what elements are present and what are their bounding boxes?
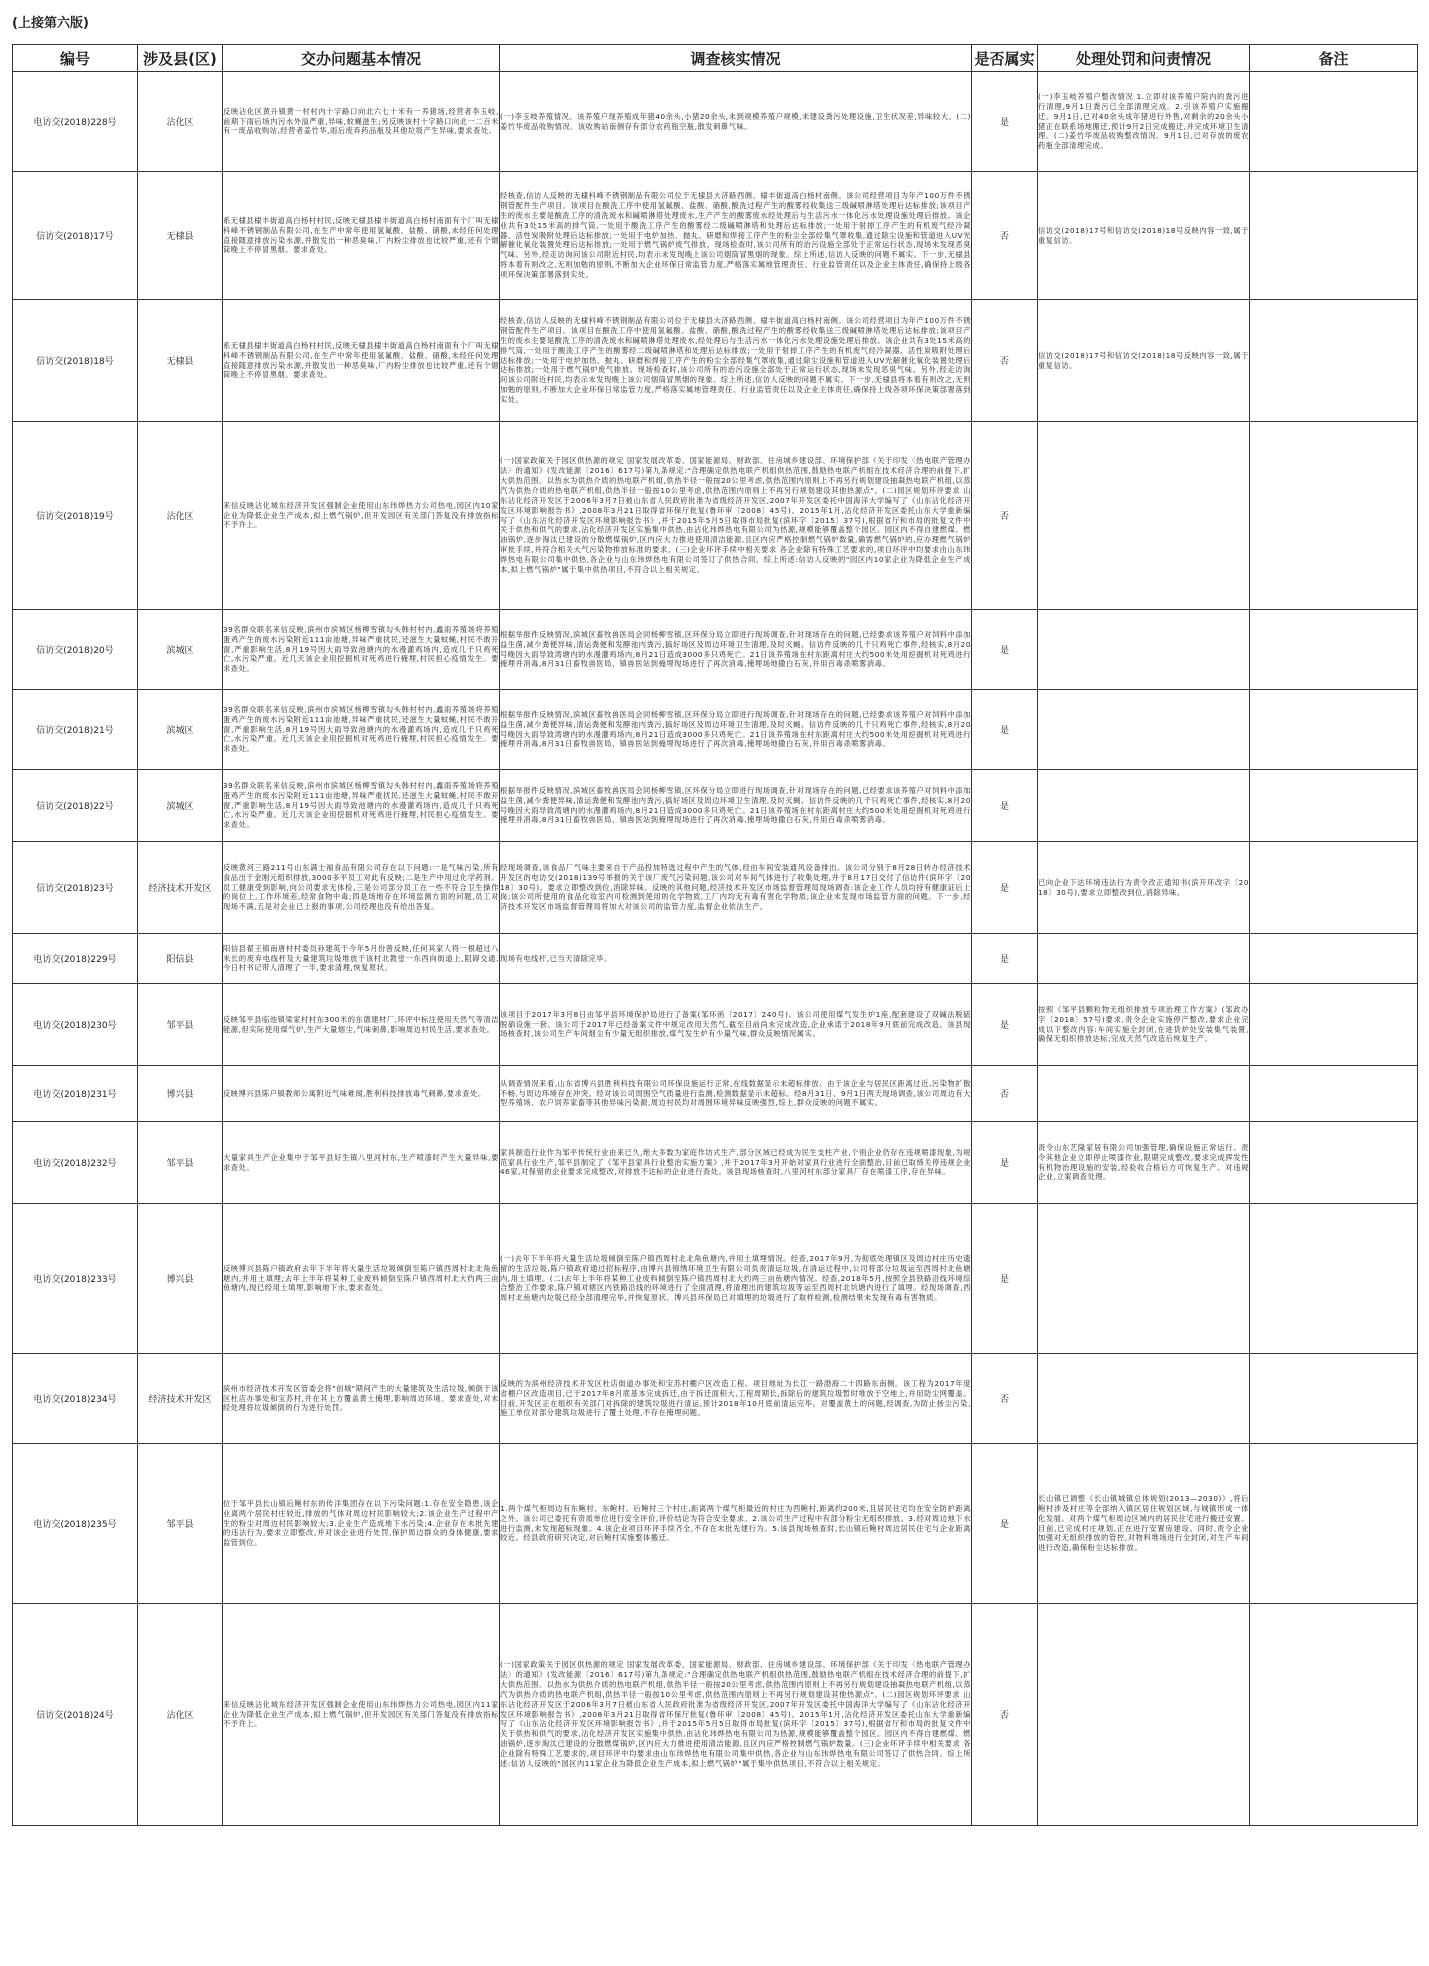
complaint-table xyxy=(12,44,1418,1826)
cell-county: 滨城区 xyxy=(138,690,223,770)
cell-handling-text: (一)李玉岐养殖户整改情况 1.立即对该养殖户院内的粪污进行清理,9月1日粪污已全部清理完成。2.引该养殖户实施搬迁。9月1日,已对40余头成年猪进行外售,对剩余的20余头小猪正在联系场地搬迁,预计9月2日完成搬迁,并完成环境卫生清理。(二)姜竹华废品收购整改情况。9月1日,已对存放的废农药瓶全部清理完成。 xyxy=(1038,91,1249,151)
cell-remarks xyxy=(1250,300,1418,422)
cell-investigation xyxy=(500,1066,972,1122)
cell-investigation xyxy=(500,422,972,610)
cell-investigation-text: 经核查,信访人反映的无棣科峰不锈钢制品有限公司位于无棣县大济路西侧、棣丰街道高白杨村南侧。该公司经营项目为年产100万件不锈钢管配件生产项目。该项目在酸洗工序中使用氢氟酸、盐酸、硝酸,酸洗过程产生的酸雾经收集送三级碱喷淋塔处理后达标排放;该项目产生的废水主要是酸洗工序的清洗废水和碱喷淋塔处理废水,经处理后与生活污水一体化污水处理设施处理后排放。该企业共有3处15米高的排气筒,一处用于酸洗工序产生的酸雾经二级碱喷淋塔和处理后达标排放;一处用于射掉工序产生的有机废气经冷凝器、活性炭吸附处理后达标排放;一处用于电炉加热、抛丸、研磨和焊接工序产生的粉尘全部经集气罩收集,通过除尘设施和管道进入UV光解催化氧化装置处理后达标排放;一处用于燃气锅炉废气排放。现场检查时,该公司所有的治污设施全部处于正常运行状态,现场未发现恶臭气味。另外,经走访询问该公司附近村民,均表示未发现晚上该公司烟筒冒黑烟的现象。综上所述,信访人反映的问题不属实。下一步,无棣县将本着有则改之,无则加勉的原则,不断加大企业环保日常监管力度,严格落实属地管理责任、行业监管责任以及企业主体责任,确保持上级各项环保决策部署落到实处。 xyxy=(500,315,971,405)
cell-issue xyxy=(223,770,500,842)
cell-issue xyxy=(223,1604,500,1826)
cell-number: 电访交(2018)233号 xyxy=(13,1204,138,1354)
cell-issue-text: 系无棣县棣丰街道高白杨村村民,反映无棣县棣丰街道高白杨村南面有个厂叫无棣科峰不锈钢制品有限公司,在生产中常年使用氢氟酸、盐酸、硝酸,未经任何处理直接随意排放污染水源,并散发出一种恶臭味,厂内粉尘排放也比较严重,还有个烟筒晚上不停冒黑烟。要求查处。 xyxy=(223,215,499,255)
cell-remarks xyxy=(1250,1066,1418,1122)
cell-number: 电访交(2018)228号 xyxy=(13,72,138,172)
cell-is-true: 是 xyxy=(972,610,1038,690)
cell-investigation-text: (一)国家政策关于园区供热源的规定 国家发展改革委、国家能源局、财政部、住房城乡建设部、环境保护部《关于印发〈热电联产管理办法〉的通知》(发改能源〔2016〕617号)第九条规定:"合理确定供热电联产机组供热范围,鼓励热电联产机组在技术经济合理的前提下,扩大供热范围。以热水为供热介质的热电联产机组,供热半径一般按20公里考虑,供热范围内原则上不再另行规划建设抽凝热电联产机组,以蒸汽为供热介质的热电联产机组,供热半径一般按10公里考虑,供热范围内原则上不再另行规划建设其他热源点"。(二)园区规划环评要求 山东沾化经济开发区于2006年3月7日被山东省人民政府批准为省级经济开发区,2007年开发区委托中国海洋大学编写了《山东沾化经济开发区环境影响报告书》,2008年3月21日取得省环保厅批复(鲁环审〔2008〕45号)。2015年1月,沾化经济开发区委托山东大学重新编写了《山东沾化经济开发区环境影响报告书》,并于2015年5月5日取得市局批复(滨环字〔2015〕37号),根据省厅和市局的批复文件中关于供热和供气的要求,沾化经济开发区实施集中供热,由沾化玮烨热电有限公司为热源,规模能够覆盖整个园区。园区内不得自建燃煤、燃油锅炉,逐步淘汰已建设的分散燃煤锅炉,区内应大力推进使用清洁能源,且区内应严格控制燃气锅炉数量。(三)企业环评手续中相关要求 各企业除有特殊工艺要求的,项目环评中均要求由山东玮烨热电有限公司集中供热,各企业与山东玮烨热电有限公司签订了供热合同。综上所述:信访人反映的"园区内11家企业为降低企业生产成本,拟上燃气锅炉"属于集中供热项目,不符合以上相关规定。 xyxy=(500,1659,971,1769)
table-row xyxy=(13,934,1418,984)
header-investigation: 调查核实情况 xyxy=(500,45,972,72)
cell-issue-text: 滨州市经济技术开发区管委会将"创城"期间产生的大量建筑及生活垃圾,倾倒于该区杜店办事处和宝苏村,并在其上方覆盖黄土掩埋,影响周边环境。要求查处,对未经处理将垃圾倾倒的行为进行处罚。 xyxy=(223,1383,499,1413)
table-row xyxy=(13,300,1418,422)
cell-investigation xyxy=(500,610,972,690)
cell-issue xyxy=(223,72,500,172)
cell-county: 滨城区 xyxy=(138,610,223,690)
cell-remarks xyxy=(1250,1604,1418,1826)
cell-remarks xyxy=(1250,984,1418,1066)
cell-investigation xyxy=(500,300,972,422)
cell-investigation-text: 1.两个煤气柜周边有东鲍村、东鲍村、后鲍村三个村庄,距离两个煤气柜最近的村庄为西鲍村,距离约200米,且居民住宅均在安全防护距离之外。该公司已委托有资质单位进行安全评价,评价结论为符合安全要求。2.该公司生产过程中有部分粉尘无组织排放。3.经对周边地下水进行监测,未发现超标现象。4.该企业项目环评手续齐全,不存在未批先建行为。5.该县现场核查时,长山镇后鲍村周边居民住宅与企业距离较近。经县政府研究决定,对后鲍村实施整体搬迁。 xyxy=(500,1503,971,1543)
table-row xyxy=(13,1354,1418,1444)
cell-issue xyxy=(223,610,500,690)
table-body xyxy=(13,72,1418,1826)
cell-issue-text: 位于邹平县长山镇后鲍村东的传洋集团存在以下污染问题:1.存在安全隐患,该企业离两个居民村庄较近,排放的气体对周边村民影响较大;2.该企业生产过程中产生的粉尘对周边村民影响较大;3.企业生产造成地下水污染;4.企业存在未批先建的违法行为,要求立即整改,并对该企业进行处罚,保护周边群众的身体健康,要求监管到位。 xyxy=(223,1498,499,1548)
cell-issue-text: 反映黄河三路211号山东满士福食品有限公司存在以下问题:一是气味污染,所有食品出于金刚元组织排放,3000多平员工对此有反映;二是生产中用过化学药剂。员工健康受到影响,向公司要求无体检,三是公司部分员工在一些不符合卫生操作的岗位上,工作环境差,经常食物中毒;四是场地存在环境监测方面的问题,员工对现场不满,五是对企业已上报的事项,公司经理也没有给出答复。 xyxy=(223,862,499,912)
cell-remarks xyxy=(1250,172,1418,300)
cell-county: 邹平县 xyxy=(138,984,223,1066)
cell-issue xyxy=(223,1066,500,1122)
cell-number: 信访交(2018)18号 xyxy=(13,300,138,422)
cell-is-true: 是 xyxy=(972,770,1038,842)
table-row xyxy=(13,842,1418,934)
cell-investigation xyxy=(500,934,972,984)
cell-remarks xyxy=(1250,610,1418,690)
cell-handling xyxy=(1038,172,1250,300)
cell-number: 信访交(2018)19号 xyxy=(13,422,138,610)
table-row xyxy=(13,984,1418,1066)
cell-county: 阳信县 xyxy=(138,934,223,984)
cell-investigation xyxy=(500,770,972,842)
cell-handling xyxy=(1038,1122,1250,1204)
cell-issue xyxy=(223,690,500,770)
cell-issue-text: 39名群众联名来信反映,滨州市滨城区杨柳雪镇勾头韩村村内,鑫雨养殖场将养殖蛋鸡产生的废水污染附近111亩池塘,异味严重扰民,还滋生大量蚊蝇,村民不敢开窗,严重影响生活,8月19号因大雨导致池塘内的水漫灌鸡场内,造成几千只鸡死亡,水污染严重。近几天该企业用挖掘机对死鸡进行掩埋,村民担心疫情发生。要求查处。 xyxy=(223,780,499,830)
cell-investigation xyxy=(500,1354,972,1444)
table-row xyxy=(13,690,1418,770)
cell-handling xyxy=(1038,422,1250,610)
cell-investigation-text: 根据举报件反映情况,滨城区畜牧兽医局会同杨柳雪镇,区环保分局立即进行现场调查,针对现场存在的问题,已经要求该养殖户对饲料中添加益生菌,减少粪便异味,清运粪便和发酵池内粪污,搞好场区及周边环境卫生清理,及时灭蝇。信访件反映的几千只鸡死亡事件,经核实,8月20号晚因大雨导致湾塘内的水漫灌鸡场内,8月21日造成3000多只鸡死亡。21日该养殖场在村东距离村庄大约500米处用挖掘机对死鸡进行掩埋并消毒,8月31日畜牧兽医局、镇兽医站到掩埋现场进行了再次消毒,掩埋场地撒白石灰,并用百毒杀喷雾消毒。 xyxy=(500,785,971,825)
cell-issue xyxy=(223,1444,500,1604)
cell-handling xyxy=(1038,1066,1250,1122)
cell-investigation-text: 根据举报件反映情况,滨城区畜牧兽医局会同杨柳雪镇,区环保分局立即进行现场调查,针对现场存在的问题,已经要求该养殖户对饲料中添加益生菌,减少粪便异味,清运粪便和发酵池内粪污,搞好场区及周边环境卫生清理,及时灭蝇。信访件反映的几千只鸡死亡事件,经核实,8月20号晚因大雨导致湾塘内的水漫灌鸡场内,8月21日造成3000多只鸡死亡。21日该养殖场在村东距离村庄大约500米处用挖掘机对死鸡进行掩埋并消毒,8月31日畜牧兽医局、镇兽医站到掩埋现场进行了再次消毒,掩埋场地撒白石灰,并用百毒杀喷雾消毒。 xyxy=(500,629,971,669)
cell-handling-text: 信访交(2018)17号和信访交(2018)18号反映内容一致,属于重复信访。 xyxy=(1038,225,1249,245)
table-row xyxy=(13,172,1418,300)
cell-remarks xyxy=(1250,1444,1418,1604)
cell-issue-text: 39名群众联名来信反映,滨州市滨城区杨柳雪镇勾头韩村村内,鑫雨养殖场将养殖蛋鸡产生的废水污染附近111亩池塘,异味严重扰民,还滋生大量蚊蝇,村民不敢开窗,严重影响生活,8月19号因大雨导致池塘内的水漫灌鸡场内,造成几千只鸡死亡,水污染严重。近几天该企业用挖掘机对死鸡进行掩埋,村民担心疫情发生。要求查处。 xyxy=(223,704,499,754)
cell-investigation xyxy=(500,984,972,1066)
table-row xyxy=(13,1204,1418,1354)
cell-remarks xyxy=(1250,770,1418,842)
cell-county: 无棣县 xyxy=(138,172,223,300)
cell-investigation xyxy=(500,172,972,300)
cell-issue xyxy=(223,984,500,1066)
cell-issue-text: 系无棣县棣丰街道高白杨村村民,反映无棣县棣丰街道高白杨村南面有个厂叫无棣科峰不锈钢制品有限公司,在生产中常年使用氢氟酸、盐酸、硝酸,未经任何处理直接随意排放污染水源,并散发出一种恶臭味,厂内粉尘排放也比较严重,还有个烟筒晚上不停冒黑烟。要求查处。 xyxy=(223,340,499,380)
cell-county: 博兴县 xyxy=(138,1066,223,1122)
cell-is-true: 是 xyxy=(972,1444,1038,1604)
cell-county: 沾化区 xyxy=(138,422,223,610)
cell-investigation xyxy=(500,72,972,172)
cell-investigation xyxy=(500,842,972,934)
cell-remarks xyxy=(1250,690,1418,770)
cell-is-true: 否 xyxy=(972,1354,1038,1444)
cell-number: 信访交(2018)17号 xyxy=(13,172,138,300)
cell-county: 经济技术开发区 xyxy=(138,842,223,934)
cell-handling-text: 信访交(2018)17号和信访交(2018)18号反映内容一致,属于重复信访。 xyxy=(1038,350,1249,370)
cell-is-true: 否 xyxy=(972,422,1038,610)
cell-issue-text: 来信反映沾化城东经济开发区强制企业使用山东玮烨热力公司热电,园区内10家企业为降低企业生产成本,拟上燃气锅炉,但开发园区有关部门答复没有排放指标不予许上。 xyxy=(223,500,499,530)
cell-county: 博兴县 xyxy=(138,1204,223,1354)
cell-issue xyxy=(223,1122,500,1204)
cell-issue-text: 来信反映沾化城东经济开发区强制企业使用山东玮烨热力公司热电,园区内11家企业为降低企业生产成本,拟上燃气锅炉,但开发园区有关部门答复没有排放指标不予许上。 xyxy=(223,1699,499,1729)
cell-investigation-text: (一)国家政策关于园区供热源的规定 国家发展改革委、国家能源局、财政部、住房城乡建设部、环境保护部《关于印发〈热电联产管理办法〉的通知》(发改能源〔2016〕617号)第九条规定:"合理确定供热电联产机组供热范围,鼓励热电联产机组在技术经济合理的前提下,扩大供热范围。以热水为供热介质的热电联产机组,供热半径一般按20公里考虑,供热范围内原则上不再另行规划建设抽凝热电联产机组,以蒸汽为供热介质的热电联产机组,供热半径一般按10公里考虑,供热范围内原则上不再另行规划建设其他热源点"。(二)园区规划环评要求 山东沾化经济开发区于2006年3月7日被山东省人民政府批准为省级经济开发区,2007年开发区委托中国海洋大学编写了《山东沾化经济开发区环境影响报告书》,2008年3月21日取得省环保厅批复(鲁环审〔2008〕45号)。2015年1月,沾化经济开发区委托山东大学重新编写了《山东沾化经济开发区环境影响报告书》,并于2015年5月5日取得市局批复(滨环字〔2015〕37号),根据省厅和市局的批复文件中关于供热和供气的要求,沾化经济开发区实施集中供热,由沾化玮烨热电有限公司为热源,规模能够覆盖整个园区。园区内不得自建燃煤、燃油锅炉,逐步淘汰已建设的分散燃煤锅炉,区内应大力推进使用清洁能源,且区内应严格控制燃气锅炉数量,确需燃气锅炉的,应办理燃气锅炉审批手续,并符合相关大气污染物排放标准的要求。(三)企业环评手续中相关要求 各企业除有特殊工艺要求的,项目环评中均要求由山东玮烨热电有限公司集中供热,各企业与山东玮烨热电有限公司签订了供热合同。综上所述:信访人反映的"园区内10家企业为降低企业生产成本,拟上燃气锅炉"属于集中供热项目,不符合以上相关规定。 xyxy=(500,455,971,575)
cell-handling xyxy=(1038,1204,1250,1354)
cell-number: 信访交(2018)22号 xyxy=(13,770,138,842)
cell-is-true: 否 xyxy=(972,300,1038,422)
cell-issue xyxy=(223,934,500,984)
cell-number: 电访交(2018)232号 xyxy=(13,1122,138,1204)
table-row xyxy=(13,610,1418,690)
cell-is-true: 否 xyxy=(972,1604,1038,1826)
table-row xyxy=(13,72,1418,172)
cell-handling-text: 按照《邹平县颗粒物无组织排放专项治理工作方案》(邹政办字〔2018〕57号)要求,责令企业实施停产整改,要求企业完成以下整改内容:车间实施全封闭,在进货炉处安装集气装置,确保无组织排放达标;完成天然气改造后恢复生产。 xyxy=(1038,1004,1249,1044)
cell-handling xyxy=(1038,610,1250,690)
header-issue: 交办问题基本情况 xyxy=(223,45,500,72)
cell-handling xyxy=(1038,984,1250,1066)
cell-issue-text: 反映邹平县临池镇梁家村村东300米的东德建材厂,环评中标注使用天然气等清洁能源,但实际使用煤气炉,生产大量烟尘,气味刺鼻,影响周边村民生活,要求查处。 xyxy=(223,1014,499,1034)
cell-issue-text: 大量家具生产企业集中于邹平县好生镇八里河村东,生产喷漆时产生大量异味,要求查处。 xyxy=(223,1152,499,1172)
cell-investigation xyxy=(500,1204,972,1354)
cell-number: 信访交(2018)20号 xyxy=(13,610,138,690)
table-row xyxy=(13,1444,1418,1604)
cell-number: 电访交(2018)231号 xyxy=(13,1066,138,1122)
cell-issue-text: 反映博兴县陈户镇教师公寓附近气味难闻,胜利科技排放毒气刺鼻,要求查处。 xyxy=(223,1088,486,1098)
cell-investigation-text: 经现场调查,该食品厂气味主要来自于产品投加特选过程中产生的气体,经由车间安装通风设备排出。该公司分别于8月28日转办经济技术开发区的电访交(2018)139号举报的关于该厂废气污染问题,该公司对车间气体进行了收集处理,并于8月17日交付了信访件(滨环字〔2018〕30号)。要求立即整改到位,消除异味。反映的其他问题,经济技术开发区市场监督管理局现场调查:该企业工作人员均持有健康证后上岗;该公司所使用的食品化妆室内可检测到使用的化学物质,工厂内均无有毒有害化学物质;该企业未发现市场监管方面的问题。下一步,经济技术开发区市场监督管理局将加大对该公司的监管力度,监督企业依法生产。 xyxy=(500,862,971,912)
cell-number: 信访交(2018)21号 xyxy=(13,690,138,770)
cell-issue xyxy=(223,172,500,300)
cell-handling xyxy=(1038,72,1250,172)
cell-investigation-text: 根据举报件反映情况,滨城区畜牧兽医局会同杨柳雪镇,区环保分局立即进行现场调查,针对现场存在的问题,已经要求该养殖户对饲料中添加益生菌,减少粪便异味,清运粪便和发酵池内粪污,搞好场区及周边环境卫生清理,及时灭蝇。信访件反映的几千只鸡死亡事件,经核实,8月20号晚因大雨导致湾塘内的水漫灌鸡场内,8月21日造成3000多只鸡死亡。21日该养殖场在村东距离村庄大约500米处用挖掘机对死鸡进行掩埋并消毒,8月31日畜牧兽医局、镇兽医站到掩埋现场进行了再次消毒,掩埋场地撒白石灰,并用百毒杀喷雾消毒。 xyxy=(500,709,971,749)
cell-handling xyxy=(1038,300,1250,422)
cell-remarks xyxy=(1250,1204,1418,1354)
cell-handling xyxy=(1038,770,1250,842)
cell-issue-text: 反映博兴县陈户镇政府去年下半年将大量生活垃圾倾倒至陈户镇西周村北北角鱼塘内,并用土填埋;去年上半年将某种工业废料倾倒至陈户镇西周村北大约两三亩鱼塘内,现已经用土填埋,影响地下水,要求查处。 xyxy=(223,1263,499,1293)
cell-issue-text: 反映沾化区黄升镇黄一村村内十字路口向北六七十米有一养猪场,经营者李玉岐,前期下雨后场内污水外溢严重,异味,蚊蝇滋生;另反映该村十字路口向北一二百米有一废品收购站,经营者姜竹华,雨后废弃药品瓶及其他垃圾产生异味,要求查处。 xyxy=(223,106,499,136)
cell-handling-text: 长山镇已调整《长山镇城镇总体规划(2013—2030)》,将后鲍村涉及村庄等全部纳入镇区居住规划区域,与城镇形成一体化发展。对两个煤气柜周边区域内的居民住宅进行搬迁安置。目前,已完成村庄规划,正在进行安置房建设。同时,责令企业加强对无组织排放的管控,对物料堆场进行全封闭,对生产车间进行改造,确保粉尘达标排放。 xyxy=(1038,1493,1249,1553)
header-county: 涉及县(区) xyxy=(138,45,223,72)
cell-investigation xyxy=(500,690,972,770)
table-row xyxy=(13,1066,1418,1122)
cell-issue xyxy=(223,422,500,610)
cell-investigation-text: 从调查情况来看,山东省博兴县胜利科技有限公司环保设施运行正常,在线数据显示未超标排放。由于该企业与居民区距离过近,污染物扩散不畅,与周边环境存在冲突。经对该公司周围空气质量进行监测,检测数据显示未超标。经8月31日、9月1日两天现场调查,该公司周边有大型养殖场、农户饲养家畜等其他异味污染源,周边村民均对周围环境异味反映强烈,综上,群众反映的问题不属实。 xyxy=(500,1078,971,1108)
cell-county: 邹平县 xyxy=(138,1444,223,1604)
cell-county: 经济技术开发区 xyxy=(138,1354,223,1444)
cell-remarks xyxy=(1250,842,1418,934)
cell-is-true: 是 xyxy=(972,1204,1038,1354)
cell-is-true: 是 xyxy=(972,984,1038,1066)
cell-issue-text: 阳信县翟王镇南唐村村委员孙建英于今年5月份曾反映,任何其家人将一根超过八米长的废弃电线杆及大量建筑垃圾堆放于该村北教堂一东西向街道上,阻碍交通,今日村书记带人清理了一半,要求清理,恢复原状。 xyxy=(223,943,499,973)
table-row xyxy=(13,1122,1418,1204)
cell-investigation-text: 反映的为滨州经济技术开发区杜店街道办事处和宝苏村棚户区改造工程。项目地址为长江一路渤海二十四路东南侧。该工程为2017年度省棚户区改造项目,已于2017年8月底基本完成拆迁,由于拆迁面积大,工程周期长,拆除后的建筑垃圾暂时堆放于空地上,并用防尘网覆盖。目前,开发区正在组织有关部门对拆除的建筑垃圾进行清运,预计2018年10月底前清运完毕。对覆盖黄土的问题,经调查,为防止扬尘污染,施工单位对部分建筑垃圾进行了覆土处理,不存在掩埋问题。 xyxy=(500,1378,971,1418)
cell-number: 电访交(2018)234号 xyxy=(13,1354,138,1444)
header-handling: 处理处罚和问责情况 xyxy=(1038,45,1250,72)
cell-number: 信访交(2018)23号 xyxy=(13,842,138,934)
cell-number: 信访交(2018)24号 xyxy=(13,1604,138,1826)
cell-investigation-text: 现场有电线杆,已当天清除完毕。 xyxy=(500,953,612,963)
cell-issue xyxy=(223,842,500,934)
cell-handling-text: 责令山东艺隆家居有限公司加强管理,确保设施正常运行。责令其他企业立即停止喷漆作业,限期完成整改,要求完成挥发性有机物治理设施的安装,经验收合格后方可恢复生产。对违规企业,立案调查处理。 xyxy=(1038,1142,1249,1182)
cell-remarks xyxy=(1250,1354,1418,1444)
cell-investigation-text: 经核查,信访人反映的无棣科峰不锈钢制品有限公司位于无棣县大济路西侧、棣丰街道高白杨村南侧。该公司经营项目为年产100万件不锈钢管配件生产项目。该项目在酸洗工序中使用氢氟酸、盐酸、硝酸,酸洗过程产生的酸雾经收集送三级碱喷淋塔处理后达标排放;该项目产生的废水主要是酸洗工序的清洗废水和碱喷淋塔处理废水,生产产生的酸雾废水经处理后与生活污水一体化污水处理设施处理后排放。该企业共有3处15米高的排气筒,一处用于酸洗工序产生的酸雾经二级碱喷淋塔和处理后达标排放;一处用于射掉工序产生的有机废气经冷凝器、活性炭吸附处理后达标排放;一处用于电炉加热、抛丸、研磨和焊接工序产生的粉尘全部经集气罩收集,通过除尘设施和管道进入UV光解催化氧化装置处理后达标排放;一处用于燃气锅炉废气排放。现场检查时,该公司所有的治污设施全部处于正常运行状态,现场未发现恶臭气味。另外,经走访询问该公司附近村民,均表示未发现晚上该公司烟筒冒黑烟的现象。综上所述,信访人反映的问题不属实。下一步,无棣县将本着有则改之,无则加勉的原则,不断加大企业环保日常监管力度,严格落实属地管理责任、行业监管责任以及企业主体责任,确保持上级各项环保决策部署落到实处。 xyxy=(500,190,971,280)
cell-handling xyxy=(1038,1604,1250,1826)
cell-county: 滨城区 xyxy=(138,770,223,842)
cell-issue-text: 39名群众联名来信反映,滨州市滨城区杨柳雪镇勾头韩村村内,鑫雨养殖场将养殖蛋鸡产生的废水污染附近111亩池塘,异味严重扰民,还滋生大量蚊蝇,村民不敢开窗,严重影响生活,8月19号因大雨导致池塘内的水漫灌鸡场内,造成几千只鸡死亡,水污染严重。近几天该企业用挖掘机对死鸡进行掩埋,村民担心疫情发生。要求查处。 xyxy=(223,624,499,674)
cell-is-true: 否 xyxy=(972,1066,1038,1122)
cell-issue xyxy=(223,1354,500,1444)
table-header-row xyxy=(13,45,1418,72)
header-remarks: 备注 xyxy=(1250,45,1418,72)
cell-investigation-text: 家具制造行业作为邹平传统行业由来已久,绝大多数为家庭作坊式生产,部分区域已经成为民生支柱产业,个别企业仍存在违规喷漆现象,为规范家具行业生产,邹平县制定了《邹平县家具行业整治实施方案》,并于2017年3月开始对家具行业进行全面整治,目前已取缔关停违规企业46家,对保留的企业要求完成整改,对排放不达标的企业进行查处。该县现场核查时,八里河村东部分家具厂存在喷漆工序,存在异味。 xyxy=(500,1147,971,1177)
cell-number: 电访交(2018)235号 xyxy=(13,1444,138,1604)
cell-is-true: 是 xyxy=(972,842,1038,934)
cell-investigation-text: 该项目于2017年3月8日由邹平县环境保护局进行了备案(邹环函〔2017〕240号)。该公司使用煤气发生炉1座,配套建设了双碱法脱硫脱硝设施一套。该公司于2017年已经备案文件中规定改用天然气,截至目前尚未完成改造,企业承诺于2018年9月底前完成改造。该县现场核查时,该公司生产车间烟尘有少量无组织排放,煤气发生炉有少量气味,群众反映情况属实。 xyxy=(500,1009,971,1039)
cell-issue xyxy=(223,1204,500,1354)
cell-is-true: 是 xyxy=(972,934,1038,984)
cell-investigation xyxy=(500,1604,972,1826)
header-is-true: 是否属实 xyxy=(972,45,1038,72)
cell-handling xyxy=(1038,1444,1250,1604)
table-row xyxy=(13,770,1418,842)
cell-is-true: 是 xyxy=(972,72,1038,172)
cell-county: 沾化区 xyxy=(138,72,223,172)
cell-investigation-text: (一)李玉岐养殖情况。该养殖户现养殖成年猪40余头,小猪20余头,未到规模养殖户规模,未建设粪污处理设施,卫生状况差,异味较大。(二)姜竹华废品收购情况。该收购站南侧存有部分农药瓶空瓶,散发刺鼻气味。 xyxy=(500,111,971,131)
cell-is-true: 是 xyxy=(972,690,1038,770)
cell-investigation-text: (一)去年下半年将大量生活垃圾倾倒至陈户镇西周村北北角鱼塘内,并用土填埋情况。经查,2017年9月,为彻底处理镇区及周边村庄历史遗留的生活垃圾,陈户镇政府通过招标程序,由博兴县锦绣环境卫生有限公司负责清运垃圾,在清运过程中,公司将部分垃圾运至西周村北鱼塘内,用土填埋。(二)去年上半年将某种工业废料倾倒至陈户镇西周村北大约两三亩鱼塘内情况。经查,2018年5月,按照全县铁路沿线环境综合整治工作要求,陈户镇对辖区内铁路沿线的环境进行了全面清理,将清理出的建筑垃圾等运至西周村北坑塘内进行了填埋。经现场调查,西周村北鱼塘内垃圾已经全部清理完毕,并恢复原状。博兴县环保局已对填埋的垃圾进行了取样检测,检测结果未发现有毒有害物质。 xyxy=(500,1253,971,1303)
cell-remarks xyxy=(1250,422,1418,610)
cell-is-true: 否 xyxy=(972,172,1038,300)
cell-investigation xyxy=(500,1444,972,1604)
table-row xyxy=(13,422,1418,610)
cell-issue xyxy=(223,300,500,422)
cell-handling xyxy=(1038,842,1250,934)
page-continuation-note: (上接第六版) xyxy=(12,16,89,31)
cell-county: 邹平县 xyxy=(138,1122,223,1204)
cell-remarks xyxy=(1250,934,1418,984)
cell-remarks xyxy=(1250,72,1418,172)
cell-number: 电访交(2018)230号 xyxy=(13,984,138,1066)
header-number: 编号 xyxy=(13,45,138,72)
cell-handling xyxy=(1038,690,1250,770)
cell-number: 电访交(2018)229号 xyxy=(13,934,138,984)
cell-remarks xyxy=(1250,1122,1418,1204)
cell-handling xyxy=(1038,934,1250,984)
cell-county: 无棣县 xyxy=(138,300,223,422)
cell-handling-text: 已向企业下达环境违法行为责令改正通知书(滨开环改字〔2018〕30号),要求立即整改到位,消除异味。 xyxy=(1038,877,1249,897)
table-row xyxy=(13,1604,1418,1826)
cell-is-true: 是 xyxy=(972,1122,1038,1204)
cell-county: 沾化区 xyxy=(138,1604,223,1826)
cell-investigation xyxy=(500,1122,972,1204)
cell-handling xyxy=(1038,1354,1250,1444)
